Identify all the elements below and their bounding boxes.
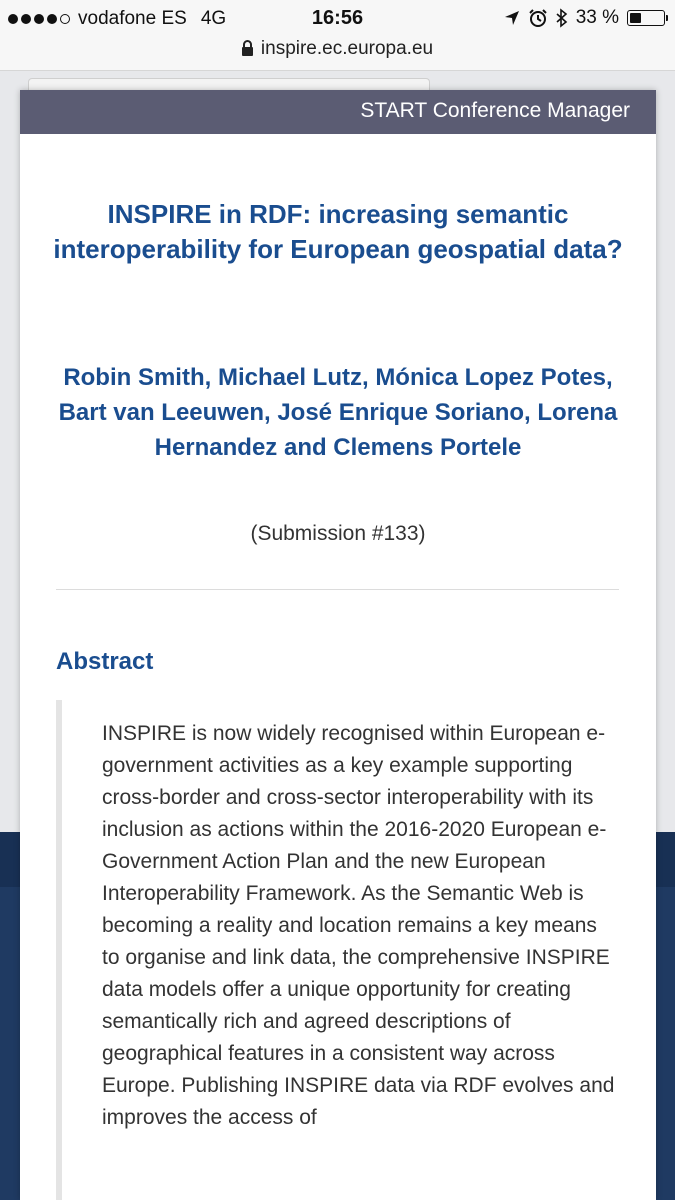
abstract-heading: Abstract [56,648,154,675]
address-bar[interactable] [0,36,675,71]
paper-title: INSPIRE in RDF: increasing semantic interoperability for European geospatial data? [53,199,623,264]
modal-header: START Conference Manager [20,90,656,134]
status-right [504,7,665,29]
network-type: 4G [200,8,227,29]
abstract-blockquote [56,700,619,1200]
lock-icon [242,47,253,56]
battery-percent: 33 % [575,7,619,28]
location-arrow-icon [504,10,520,26]
url-text: inspire.ec.europa.eu [260,38,434,59]
bluetooth-icon [556,8,568,28]
alarm-icon [528,8,548,28]
submission-modal [20,90,656,1200]
battery-icon [627,10,665,26]
paper-authors: Robin Smith, Michael Lutz, Mónica Lopez Potes, Bart van Leeuwen, José Enrique Soriano, Lorena Hernandez and Clemens Portele [58,364,618,461]
divider [56,589,619,590]
clock: 16:56 [311,7,364,29]
status-bar [0,0,675,36]
carrier-name: vodafone ES [78,8,187,29]
submission-number: (Submission #133) [250,522,426,545]
abstract-text: INSPIRE is now widely recognised within European e-government activities as a key example supporting cross-border and cross-sector interoperability with its inclusion as actions within the 2016-2020 European e-Government Action Plan and the new European Interoperability Framework. As the Semantic Web is becoming a reality and location remains a key means to organise and link data, the comprehensive INSPIRE data models offer a unique opportunity for creating semantically rich and agreed descriptions of geographical features in a consistent way across Europe. Publishing INSPIRE data via RDF evolves and improves the access of [102,722,615,1129]
